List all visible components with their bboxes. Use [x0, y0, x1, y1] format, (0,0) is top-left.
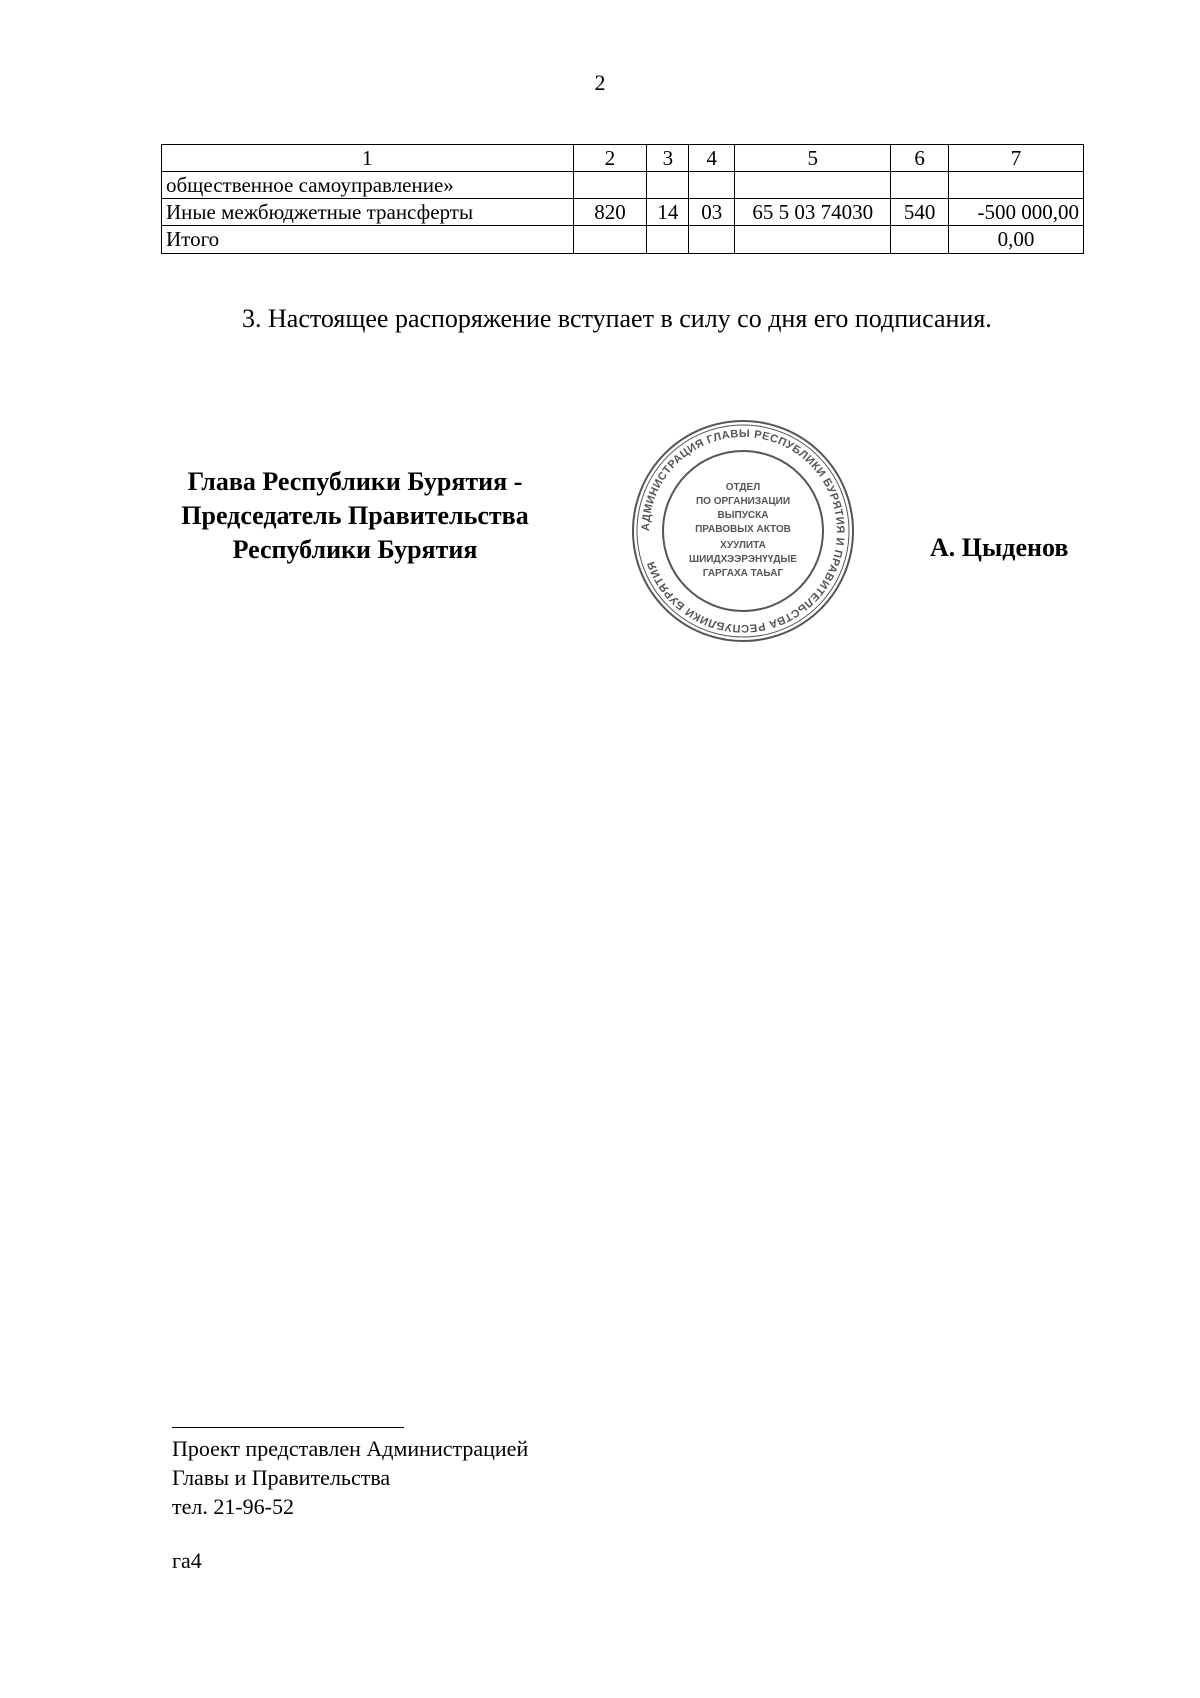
stamp-inner-line: ХУУЛИТА: [720, 540, 766, 551]
document-code: га4: [172, 1548, 202, 1573]
table-row: [162, 199, 1084, 226]
table-cell: [735, 172, 891, 199]
table-header-cell: 4: [689, 145, 735, 172]
table-header-cell: 6: [891, 145, 949, 172]
clause-text: 3. Настоящее распоряжение вступает в силу со дня его подписания.: [242, 304, 992, 333]
table-cell: [949, 172, 1084, 199]
table-cell: общественное самоуправление»: [162, 172, 574, 199]
table-cell: 0,00: [949, 226, 1084, 253]
table-cell: 03: [689, 199, 735, 226]
table-row: [162, 226, 1084, 253]
signatory-title: [150, 465, 560, 567]
table-header-row: [162, 145, 1084, 172]
table-cell: [689, 172, 735, 199]
table-header-cell: 3: [647, 145, 689, 172]
stamp-inner-line: ПРАВОВЫХ АКТОВ: [695, 524, 791, 535]
table-cell: [891, 226, 949, 253]
page-number: 2: [594, 70, 606, 95]
table-cell: [735, 226, 891, 253]
table-cell: 540: [891, 199, 949, 226]
table-cell: 65 5 03 74030: [735, 199, 891, 226]
table-row: [162, 172, 1084, 199]
signatory-title-line: Председатель Правительства: [181, 501, 529, 530]
table-cell: [573, 172, 647, 199]
signatory-title-line: Глава Республики Бурятия -: [187, 467, 523, 496]
table-header-cell: 1: [162, 145, 574, 172]
footer-line: Главы и Правительства: [172, 1465, 391, 1490]
footer-note: [172, 1434, 528, 1521]
table-cell: Итого: [162, 226, 574, 253]
stamp-outer-text: АДМИНИСТРАЦИЯ ГЛАВЫ РЕСПУБЛИКИ БУРЯТИЯ И ПРАВИТЕЛЬСТВА РЕСПУБЛИКИ БУРЯТИЯ: [639, 427, 847, 635]
signatory-title-line: Республики Бурятия: [232, 535, 478, 564]
footer-line: тел. 21-96-52: [172, 1494, 295, 1519]
table-header-cell: 2: [573, 145, 647, 172]
stamp-inner-line: ВЫПУСКА: [717, 510, 769, 521]
official-stamp-icon: [630, 418, 856, 644]
stamp-inner-line: ШИИДХЭЭРЭНҮҮДЫЕ: [689, 554, 797, 565]
budget-table: [161, 144, 1084, 254]
table-cell: [891, 172, 949, 199]
table-cell: [647, 226, 689, 253]
table-cell: -500 000,00: [949, 199, 1084, 226]
table-cell: 14: [647, 199, 689, 226]
signatory-name: А. Цыденов: [930, 533, 1069, 562]
table-cell: [573, 226, 647, 253]
table-cell: [689, 226, 735, 253]
footer-line: Проект представлен Администрацией: [172, 1436, 529, 1461]
stamp-inner-line: ПО ОРГАНИЗАЦИИ: [695, 496, 791, 507]
footer-divider: [172, 1427, 404, 1428]
table-cell: 820: [573, 199, 647, 226]
stamp-inner-line: ОТДЕЛ: [725, 482, 761, 493]
table-header-cell: 5: [735, 145, 891, 172]
table-cell: Иные межбюджетные трансферты: [162, 199, 574, 226]
stamp-inner-line: ГАРГАХА ТАЬАГ: [702, 568, 784, 579]
table-header-cell: 7: [949, 145, 1084, 172]
table-cell: [647, 172, 689, 199]
